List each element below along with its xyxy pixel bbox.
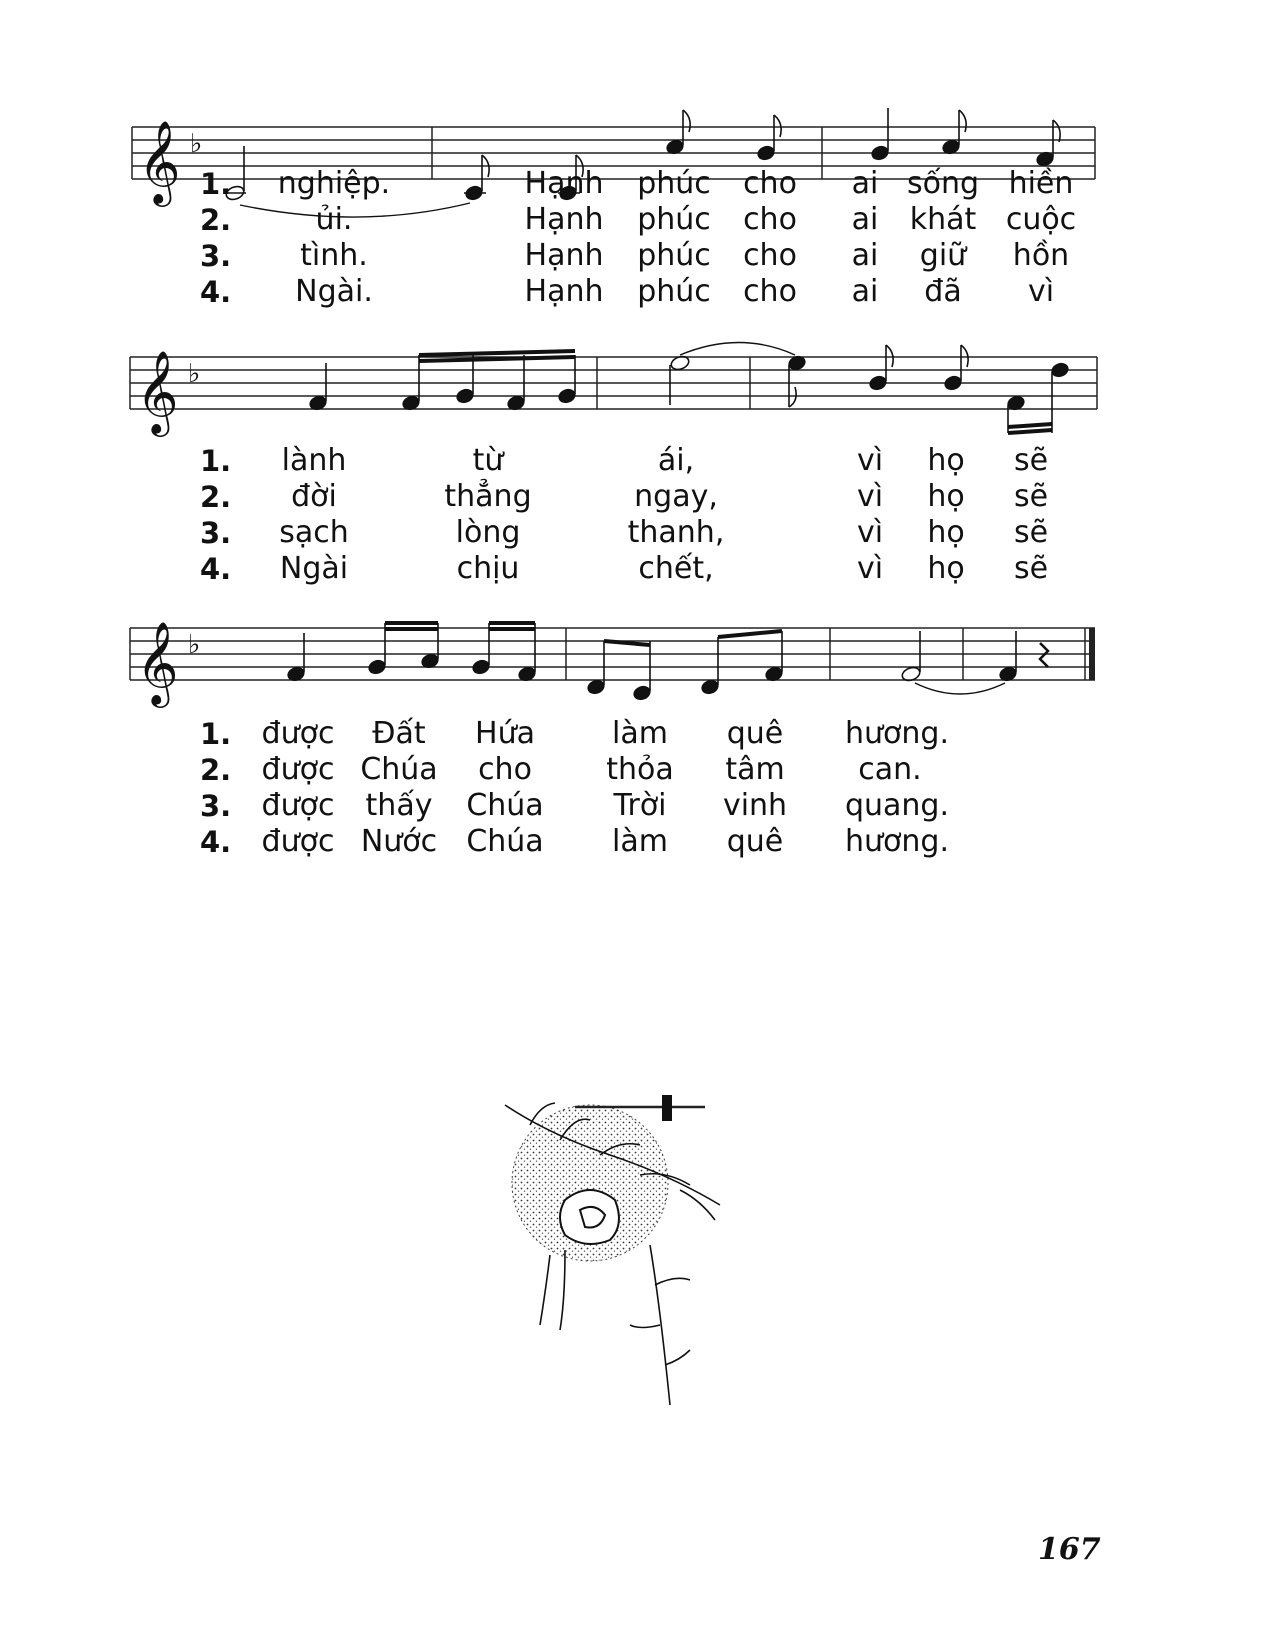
lyric-syllable: thấy xyxy=(365,788,433,823)
lyric-syllable: sống xyxy=(906,166,980,201)
lyric-syllable: hồn xyxy=(1012,238,1070,273)
lyric-syllable: từ xyxy=(472,443,504,478)
lyric-syllable: sẽ xyxy=(1013,443,1049,478)
lyric-line xyxy=(0,514,1275,552)
svg-text:𝄞: 𝄞 xyxy=(136,349,179,433)
svg-text:♭: ♭ xyxy=(188,359,201,389)
lyric-syllable: đời xyxy=(291,479,337,514)
lyric-syllable: Hạnh xyxy=(524,238,604,273)
lyric-line xyxy=(0,751,1275,789)
treble-clef-icon xyxy=(136,620,179,708)
lyric-syllable: phúc xyxy=(637,238,711,273)
flat-icon xyxy=(190,129,202,159)
lyric-syllable: ủi. xyxy=(315,202,353,237)
lyric-syllable: chết, xyxy=(638,551,714,586)
flat-icon xyxy=(188,359,200,389)
lyric-syllable: Chúa xyxy=(466,824,544,859)
lyric-syllable: được xyxy=(261,788,335,823)
lyric-syllable: Ngài. xyxy=(295,274,373,309)
lyric-syllable: cuộc xyxy=(1005,202,1077,237)
lyric-syllable: làm xyxy=(612,824,668,859)
lyric-syllable: cho xyxy=(743,238,797,273)
note xyxy=(756,145,775,162)
lyric-line xyxy=(0,823,1275,861)
lyric-syllable: ai xyxy=(851,238,879,273)
lyric-syllable: Hạnh xyxy=(524,166,604,201)
lyric-syllable: họ xyxy=(927,515,965,550)
lyric-syllable: hương. xyxy=(845,824,949,859)
lyric-syllable: cho xyxy=(743,166,797,201)
lyric-syllable: quang. xyxy=(844,788,950,823)
lyric-syllable: tình. xyxy=(300,238,368,273)
lyric-line xyxy=(0,201,1275,239)
verse-number: 2. xyxy=(200,480,232,514)
note xyxy=(943,375,962,392)
lyric-syllable: can. xyxy=(858,752,922,787)
note xyxy=(868,375,887,392)
lyric-syllable: cho xyxy=(478,752,532,787)
verse-number: 1. xyxy=(200,167,232,201)
verse-number: 4. xyxy=(200,825,232,859)
lyric-syllable: vì xyxy=(1027,274,1055,309)
lyric-syllable: thanh, xyxy=(627,515,725,550)
lyric-syllable: quê xyxy=(726,716,784,751)
lyric-line xyxy=(0,165,1275,203)
lyric-syllable: được xyxy=(261,752,335,787)
staff-3 xyxy=(0,595,1275,715)
lyric-syllable: Chúa xyxy=(360,752,438,787)
lyric-syllable: nghiệp. xyxy=(277,166,391,201)
bird-branch-illustration xyxy=(490,1085,750,1425)
verse-number: 1. xyxy=(200,444,232,478)
lyric-syllable: họ xyxy=(927,479,965,514)
lyric-syllable: Trời xyxy=(613,788,667,823)
note xyxy=(455,388,474,405)
svg-text:♭: ♭ xyxy=(190,129,203,159)
lyric-line xyxy=(0,787,1275,825)
lyric-syllable: Hạnh xyxy=(524,202,604,237)
lyric-syllable: phúc xyxy=(637,202,711,237)
lyric-syllable: cho xyxy=(743,202,797,237)
lyric-syllable: ái, xyxy=(657,443,695,478)
lyric-syllable: chịu xyxy=(456,551,520,586)
lyric-syllable: thẳng xyxy=(444,479,532,514)
note xyxy=(367,659,386,676)
lyric-syllable: phúc xyxy=(637,166,711,201)
note xyxy=(1050,362,1069,379)
page-number: 167 xyxy=(1038,1532,1101,1567)
lyric-line xyxy=(0,442,1275,480)
lyric-syllable: ai xyxy=(851,202,879,237)
note xyxy=(632,685,651,702)
lyric-syllable: phúc xyxy=(637,274,711,309)
lyric-syllable: Ngài xyxy=(279,551,349,586)
lyric-syllable: lành xyxy=(281,443,347,478)
flat-icon xyxy=(188,630,200,660)
lyric-syllable: sẽ xyxy=(1013,515,1049,550)
staff-2 xyxy=(0,315,1275,455)
verse-number: 1. xyxy=(200,717,232,751)
lyric-syllable: ngay, xyxy=(634,479,718,514)
lyric-syllable: Hạnh xyxy=(524,274,604,309)
verse-number: 3. xyxy=(200,516,232,550)
lyric-syllable: thỏa xyxy=(606,752,674,787)
lyric-syllable: họ xyxy=(927,443,965,478)
treble-clef-icon xyxy=(136,349,179,437)
note xyxy=(700,679,719,696)
lyric-line xyxy=(0,715,1275,753)
lyric-syllable: giữ xyxy=(919,238,967,273)
verse-number: 4. xyxy=(200,552,232,586)
lyric-line xyxy=(0,478,1275,516)
lyric-syllable: đã xyxy=(924,274,962,309)
lyric-syllable: vinh xyxy=(722,788,788,823)
lyric-syllable: họ xyxy=(927,551,965,586)
lyric-syllable: cho xyxy=(743,274,797,309)
lyric-syllable: sạch xyxy=(279,515,349,550)
lyric-syllable: vì xyxy=(856,479,884,514)
lyric-syllable: quê xyxy=(726,824,784,859)
lyric-syllable: vì xyxy=(856,551,884,586)
lyric-syllable: khát xyxy=(909,202,977,237)
lyric-syllable: hiền xyxy=(1008,166,1074,201)
note xyxy=(557,388,576,405)
lyric-syllable: sẽ xyxy=(1013,551,1049,586)
lyric-syllable: ai xyxy=(851,274,879,309)
verse-number: 2. xyxy=(200,753,232,787)
lyric-line xyxy=(0,237,1275,275)
verse-number: 3. xyxy=(200,789,232,823)
note xyxy=(471,659,490,676)
lyric-line xyxy=(0,273,1275,311)
svg-text:𝄞: 𝄞 xyxy=(136,620,179,704)
lyric-syllable: vì xyxy=(856,443,884,478)
lyric-syllable: lòng xyxy=(455,515,521,550)
lyric-syllable: ai xyxy=(851,166,879,201)
lyric-syllable: Chúa xyxy=(466,788,544,823)
lyric-syllable: được xyxy=(261,824,335,859)
lyric-line xyxy=(0,550,1275,588)
lyric-syllable: hương. xyxy=(845,716,949,751)
lyric-syllable: Nước xyxy=(360,824,438,859)
note xyxy=(586,679,605,696)
lyric-syllable: làm xyxy=(612,716,668,751)
lyric-syllable: tâm xyxy=(725,752,785,787)
lyric-syllable: Đất xyxy=(372,716,426,751)
verse-number: 3. xyxy=(200,239,232,273)
note xyxy=(870,145,889,162)
lyric-syllable: sẽ xyxy=(1013,479,1049,514)
verse-number: 2. xyxy=(200,203,232,237)
lyric-syllable: vì xyxy=(856,515,884,550)
lyric-syllable: được xyxy=(261,716,335,751)
lyric-syllable: Hứa xyxy=(475,716,535,751)
verse-number: 4. xyxy=(200,275,232,309)
svg-text:♭: ♭ xyxy=(188,630,201,660)
svg-text:𝄞: 𝄞 xyxy=(138,119,181,203)
